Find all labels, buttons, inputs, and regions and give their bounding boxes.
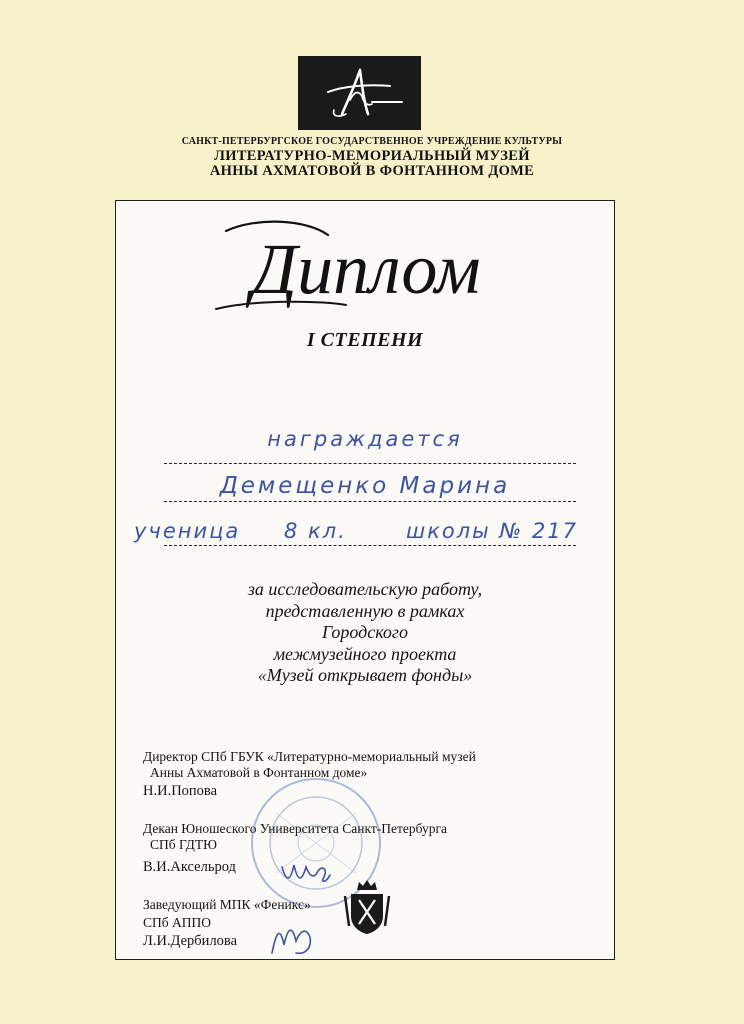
award-line: «Музей открывает фонды» bbox=[257, 665, 473, 685]
signature-derbilova bbox=[266, 917, 316, 961]
recipient-name-handwritten: Демещенко Марина bbox=[219, 473, 511, 499]
museum-name-line: ЛИТЕРАТУРНО-МЕМОРИАЛЬНЫЙ МУЗЕЙ bbox=[214, 148, 530, 164]
signatory-1-name: Н.И.Попова bbox=[143, 783, 218, 799]
diploma-frame bbox=[115, 200, 615, 960]
signatory-3-title-cont: СПб АППО bbox=[143, 915, 211, 930]
signatory-3-title: Заведующий МПК «Феникс» bbox=[143, 897, 311, 912]
coat-of-arms-icon bbox=[341, 876, 393, 938]
signature-aksel-rod bbox=[278, 857, 334, 889]
diploma-degree: I СТЕПЕНИ bbox=[306, 329, 424, 351]
student-handwritten: ученица bbox=[134, 519, 241, 543]
fill-line-3 bbox=[164, 545, 576, 546]
award-text bbox=[116, 579, 614, 687]
school-handwritten: школы № 217 bbox=[406, 519, 579, 543]
signatory-1-title: Директор СПб ГБУК «Литературно-мемориальный музей bbox=[143, 749, 476, 764]
signatory-3-name: Л.И.Дербилова bbox=[143, 933, 238, 949]
svg-text:Диплом: Диплом bbox=[251, 229, 481, 309]
signatory-2-title: Декан Юношеского Университета Санкт-Петербурга bbox=[143, 821, 447, 836]
museum-logo bbox=[298, 56, 421, 130]
award-line: за исследовательскую работу, bbox=[247, 579, 483, 599]
museum-location-line: АННЫ АХМАТОВОЙ В ФОНТАННОМ ДОМЕ bbox=[209, 163, 535, 179]
awarded-handwritten: награждается bbox=[267, 427, 463, 451]
signatory-2-name: В.И.Аксельрод bbox=[143, 859, 236, 875]
award-line: представленную в рамках bbox=[265, 600, 465, 621]
institution-type-line: САНКТ-ПЕТЕРБУРГСКОЕ ГОСУДАРСТВЕННОЕ УЧРЕЖДЕНИЕ КУЛЬТУРЫ bbox=[181, 136, 563, 147]
diploma-title bbox=[196, 213, 536, 313]
fill-line-2 bbox=[164, 501, 576, 502]
signatory-1-title-cont: Анны Ахматовой в Фонтанном доме» bbox=[150, 765, 368, 780]
award-line: Городского bbox=[322, 622, 408, 642]
grade-handwritten: 8 кл. bbox=[284, 519, 347, 543]
fill-line-1 bbox=[164, 463, 576, 464]
award-line: межмузейного проекта bbox=[273, 643, 457, 664]
signatory-2-title-cont: СПб ГДТЮ bbox=[150, 837, 217, 852]
